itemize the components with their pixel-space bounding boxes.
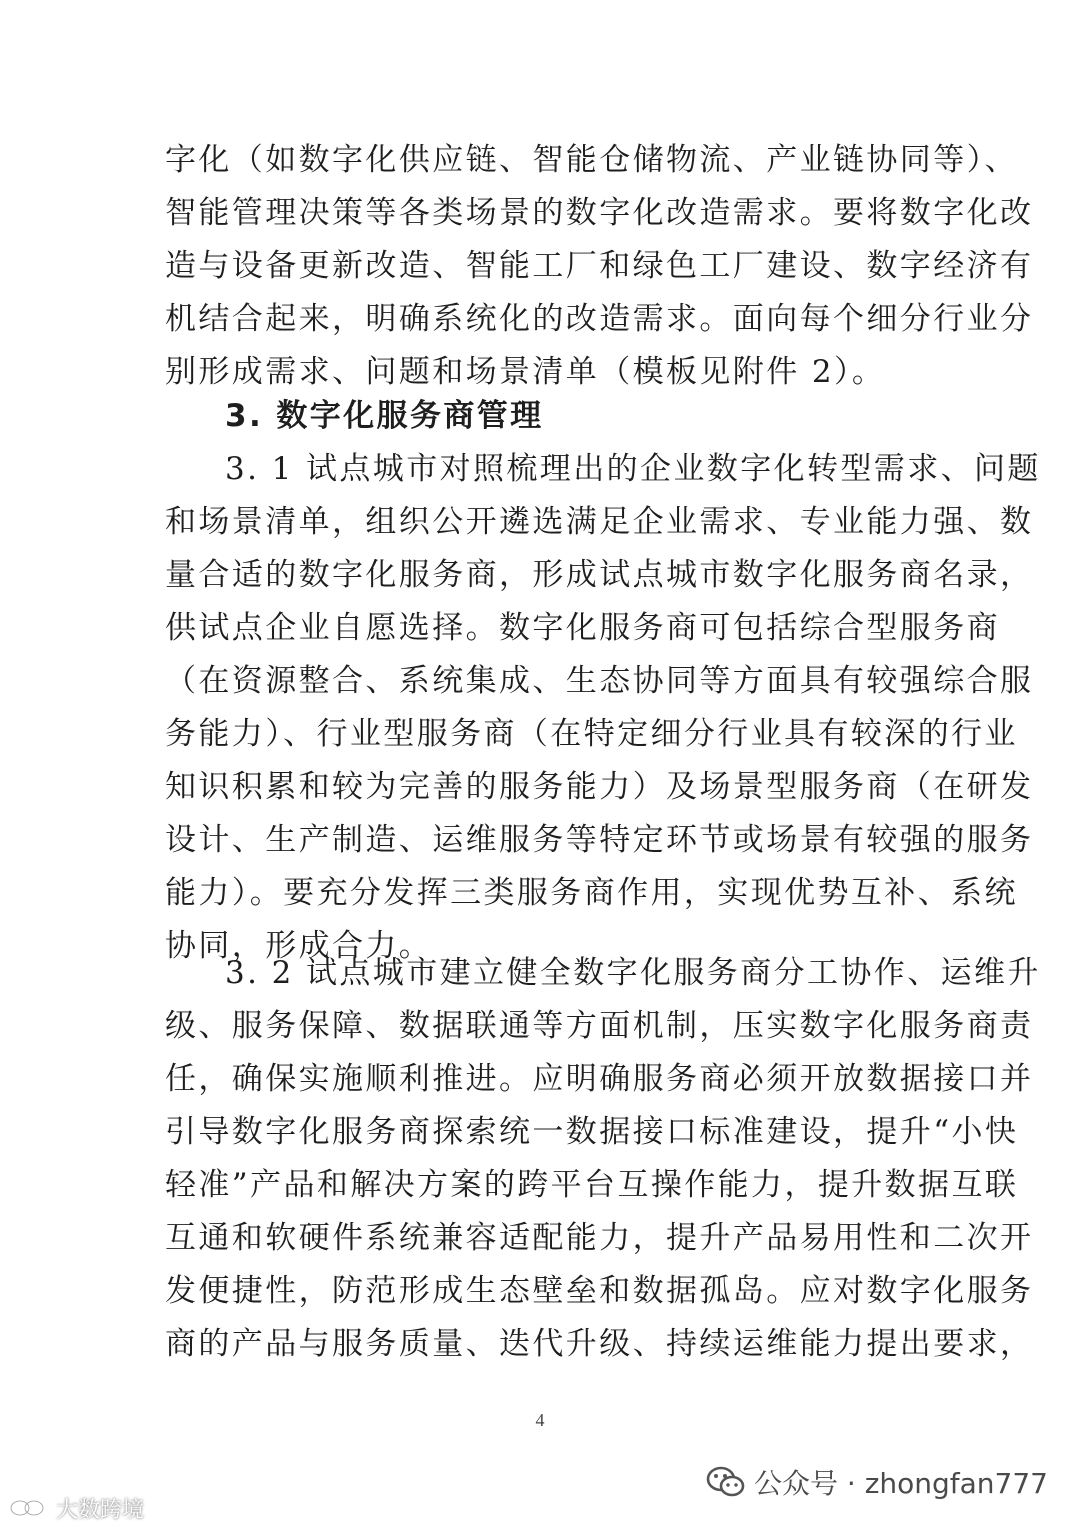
text-line: 字化（如数字化供应链、智能仓储物流、产业链协同等）、 [165, 142, 1018, 178]
text-line: 务能力）、行业型服务商（在特定细分行业具有较深的行业 [165, 716, 1018, 752]
text-line: 轻准”产品和解决方案的跨平台互操作能力，提升数据互联 [165, 1167, 1019, 1203]
text-line: 智能管理决策等各类场景的数字化改造需求。要将数字化改 [165, 195, 1034, 231]
text-line: 发便捷性，防范形成生态壁垒和数据孤岛。应对数字化服务 [165, 1273, 1034, 1309]
wechat-watermark [706, 1460, 1048, 1504]
text-line: 引导数字化服务商探索统一数据接口标准建设，提升“小快 [165, 1114, 1019, 1150]
section-heading: 3. 数字化服务商管理 [225, 398, 544, 434]
text-line: （在资源整合、系统集成、生态协同等方面具有较强综合服 [165, 663, 1034, 699]
corner-watermark [8, 1494, 144, 1522]
page-number: 4 [535, 1410, 545, 1430]
text-line: 能力）。要充分发挥三类服务商作用，实现优势互补、系统 [165, 875, 1018, 911]
text-line: 设计、生产制造、运维服务等特定环节或场景有较强的服务 [165, 822, 1034, 858]
text-line: 级、服务保障、数据联通等方面机制，压实数字化服务商责 [165, 1008, 1034, 1044]
paragraph-continuation [165, 134, 1034, 399]
corner-watermark-label: 大数跨境 [56, 1497, 145, 1523]
text-line: 协同，形成合力。 [165, 928, 433, 964]
text-line: 和场景清单，组织公开遴选满足企业需求、专业能力强、数 [165, 504, 1034, 540]
text-line: 别形成需求、问题和场景清单（模板见附件 2）。 [165, 354, 886, 390]
text-line: 知识积累和较为完善的服务能力）及场景型服务商（在研发 [165, 769, 1034, 805]
text-line: 量合适的数字化服务商，形成试点城市数字化服务商名录， [165, 557, 1034, 593]
text-line: 3. 1 试点城市对照梳理出的企业数字化转型需求、问题 [225, 451, 1041, 487]
section-heading-block [165, 390, 917, 443]
text-line: 互通和软硬件系统兼容适配能力，提升产品易用性和二次开 [165, 1220, 1034, 1256]
wechat-icon [706, 1465, 746, 1499]
text-line: 任，确保实施顺利推进。应明确服务商必须开放数据接口并 [165, 1061, 1034, 1097]
text-line: 商的产品与服务质量、迭代升级、持续运维能力提出要求， [165, 1326, 1034, 1362]
text-line: 供试点企业自愿选择。数字化服务商可包括综合型服务商 [165, 610, 1000, 646]
text-line: 3. 2 试点城市建立健全数字化服务商分工协作、运维升 [225, 955, 1041, 991]
text-line: 机结合起来，明确系统化的改造需求。面向每个细分行业分 [165, 301, 1034, 337]
chain-logo-icon [8, 1496, 52, 1520]
text-line: 造与设备更新改造、智能工厂和绿色工厂建设、数字经济有 [165, 248, 1034, 284]
wechat-label: 公众号 · zhongfan777 [754, 1467, 1049, 1500]
paragraph-3-2 [165, 947, 1041, 1371]
